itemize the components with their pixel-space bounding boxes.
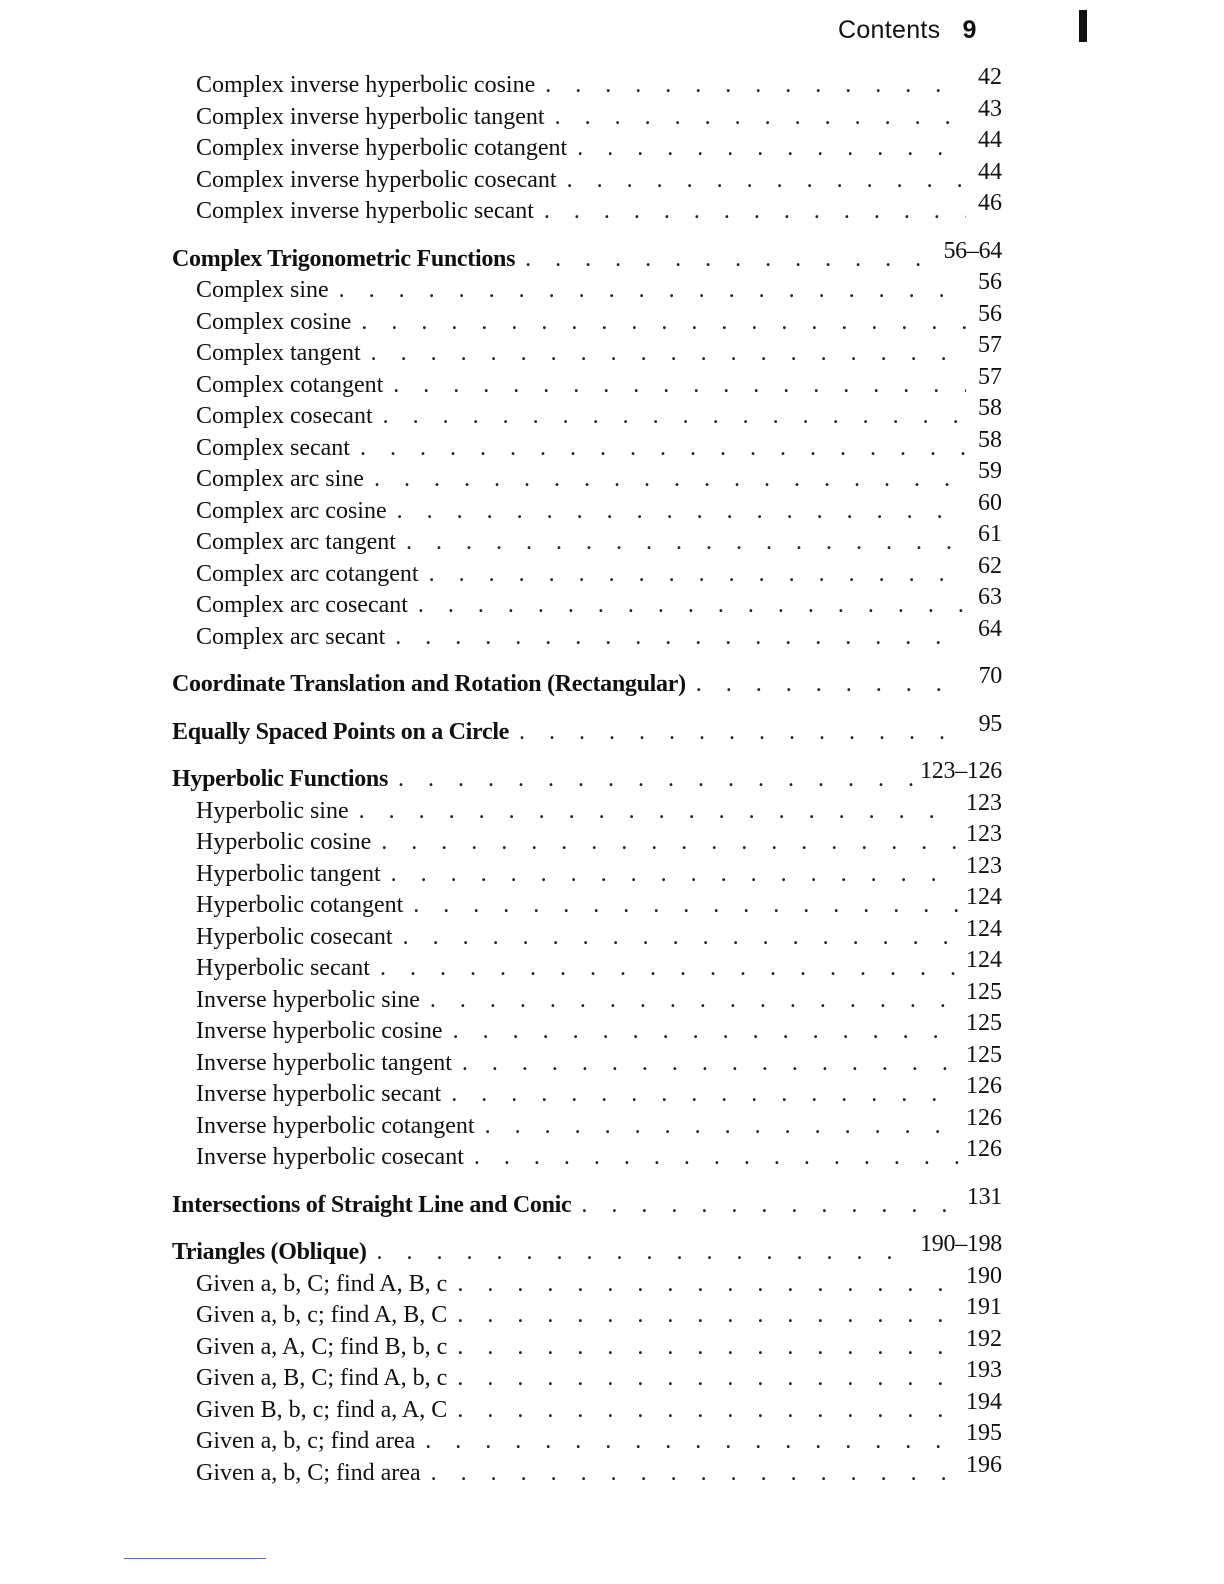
toc-entry-page: 125 bbox=[966, 978, 1002, 1005]
toc-entry-page: 194 bbox=[966, 1388, 1002, 1415]
toc-entry-page: 123 bbox=[966, 821, 1002, 847]
toc-entry-label: Complex sine bbox=[196, 277, 329, 303]
toc-section-heading[interactable] bbox=[172, 237, 1002, 276]
running-head-page-number: 9 bbox=[962, 16, 977, 44]
toc-entry[interactable] bbox=[172, 332, 1002, 370]
toc-section-heading[interactable] bbox=[172, 1183, 1002, 1222]
dot-leader bbox=[457, 1269, 960, 1301]
dot-leader bbox=[413, 890, 960, 922]
toc-entry-page: 125 bbox=[966, 1041, 1002, 1068]
toc-entry-page: 70 bbox=[978, 663, 1002, 689]
toc-entry-label: Coordinate Translation and Rotation (Rectangular) bbox=[172, 671, 686, 697]
toc-entry-page: 126 bbox=[966, 1104, 1002, 1131]
dot-leader bbox=[462, 1048, 960, 1080]
toc-entry-label: Equally Spaced Points on a Circle bbox=[172, 718, 510, 745]
toc-entry-label: Given a, b, c; find area bbox=[196, 1428, 416, 1454]
toc-entry-label: Complex cosine bbox=[196, 308, 352, 335]
toc-section-heading[interactable] bbox=[172, 663, 1002, 701]
dot-leader bbox=[577, 133, 966, 165]
dot-leader bbox=[381, 827, 960, 859]
toc-entry-page: 123–126 bbox=[920, 758, 1002, 784]
toc-entry-page: 57 bbox=[978, 363, 1002, 390]
toc-entry-label: Complex arc tangent bbox=[196, 529, 396, 555]
dot-leader bbox=[361, 307, 966, 339]
toc-entry[interactable] bbox=[172, 1104, 1002, 1143]
dot-leader bbox=[567, 165, 966, 197]
dot-leader bbox=[429, 559, 966, 591]
dot-leader bbox=[359, 796, 960, 828]
toc-entry-label: Given a, b, C; find A, B, c bbox=[196, 1270, 448, 1297]
dot-leader bbox=[519, 717, 966, 749]
dot-leader bbox=[544, 196, 966, 228]
dot-leader bbox=[425, 1426, 960, 1458]
toc-entry-page: 56 bbox=[978, 300, 1002, 327]
dot-leader bbox=[371, 338, 966, 370]
toc-entry[interactable] bbox=[172, 269, 1002, 307]
toc-entry-label: Complex inverse hyperbolic cosine bbox=[196, 72, 536, 98]
toc-entry[interactable] bbox=[172, 1420, 1002, 1458]
toc-entry-page: 44 bbox=[978, 127, 1002, 153]
toc-entry-page: 123 bbox=[966, 789, 1002, 816]
toc-entry-page: 131 bbox=[966, 1183, 1002, 1210]
toc-section-heading[interactable] bbox=[172, 1231, 1002, 1269]
toc-entry-label: Hyperbolic tangent bbox=[196, 860, 381, 887]
toc-entry-label: Complex inverse hyperbolic cotangent bbox=[196, 135, 568, 161]
toc-entry[interactable] bbox=[172, 190, 1002, 228]
toc-entry-page: 126 bbox=[966, 1136, 1002, 1162]
toc-entry-page: 124 bbox=[966, 884, 1002, 910]
toc-entry[interactable] bbox=[172, 1294, 1002, 1332]
dot-leader bbox=[377, 1237, 915, 1269]
toc-entry[interactable] bbox=[172, 458, 1002, 496]
toc-entry-label: Intersections of Straight Line and Conic bbox=[172, 1191, 572, 1218]
dot-leader bbox=[525, 244, 937, 276]
toc-entry-page: 124 bbox=[966, 947, 1002, 973]
toc-entry[interactable] bbox=[172, 1262, 1002, 1301]
toc-entry-page: 43 bbox=[978, 95, 1002, 122]
toc-entry-page: 126 bbox=[966, 1073, 1002, 1099]
toc-entry-page: 58 bbox=[978, 395, 1002, 421]
toc-entry[interactable] bbox=[172, 64, 1002, 102]
toc-entry-page: 95 bbox=[978, 710, 1002, 737]
toc-entry[interactable] bbox=[172, 158, 1002, 197]
dot-leader bbox=[457, 1395, 960, 1427]
toc-entry-label: Inverse hyperbolic secant bbox=[196, 1081, 442, 1107]
toc-entry[interactable] bbox=[172, 584, 1002, 622]
dot-leader bbox=[485, 1111, 960, 1143]
edge-mark bbox=[1079, 10, 1087, 42]
toc-entry-page: 61 bbox=[978, 521, 1002, 547]
dot-leader bbox=[555, 102, 966, 134]
dot-leader bbox=[696, 669, 966, 701]
toc-entry[interactable] bbox=[172, 1388, 1002, 1427]
toc-entry-label: Hyperbolic cosecant bbox=[196, 923, 393, 950]
toc-entry-label: Given a, b, c; find A, B, C bbox=[196, 1302, 448, 1328]
toc-entry[interactable] bbox=[172, 1010, 1002, 1048]
toc-entry-label: Given a, A, C; find B, b, c bbox=[196, 1333, 448, 1360]
toc-entry-label: Complex cosecant bbox=[196, 403, 373, 429]
dot-leader bbox=[403, 922, 960, 954]
toc-entry-page: 58 bbox=[978, 426, 1002, 453]
toc-entry-label: Complex cotangent bbox=[196, 371, 384, 398]
dot-leader bbox=[395, 622, 966, 654]
toc-entry[interactable] bbox=[172, 300, 1002, 339]
dot-leader bbox=[545, 70, 966, 102]
dot-leader bbox=[374, 464, 966, 496]
toc-entry-label: Hyperbolic cotangent bbox=[196, 892, 404, 918]
dot-leader bbox=[393, 370, 966, 402]
toc-entry[interactable] bbox=[172, 978, 1002, 1017]
toc-entry-page: 64 bbox=[978, 615, 1002, 642]
toc-entry-label: Hyperbolic sine bbox=[196, 797, 349, 824]
dot-leader bbox=[360, 433, 966, 465]
toc-entry-page: 123 bbox=[966, 852, 1002, 879]
toc-entry-page: 56 bbox=[978, 269, 1002, 295]
toc-entry-label: Given a, b, C; find area bbox=[196, 1459, 421, 1486]
toc-entry-page: 193 bbox=[966, 1357, 1002, 1383]
toc-entry-label: Inverse hyperbolic cosecant bbox=[196, 1144, 464, 1170]
toc-entry[interactable] bbox=[172, 95, 1002, 134]
toc-entry-label: Complex arc cosine bbox=[196, 497, 387, 524]
toc-section-heading[interactable] bbox=[172, 710, 1002, 749]
toc-entry[interactable] bbox=[172, 521, 1002, 559]
dot-leader bbox=[431, 1458, 960, 1490]
dot-leader bbox=[451, 1079, 960, 1111]
toc-entry-page: 196 bbox=[966, 1451, 1002, 1478]
dot-leader bbox=[406, 527, 966, 559]
toc-entry[interactable] bbox=[172, 1357, 1002, 1395]
dot-leader bbox=[383, 401, 966, 433]
dot-leader bbox=[418, 590, 966, 622]
dot-leader bbox=[397, 496, 966, 528]
toc-entry[interactable] bbox=[172, 1073, 1002, 1111]
toc-entry[interactable] bbox=[172, 552, 1002, 591]
toc-entry-page: 42 bbox=[978, 64, 1002, 90]
toc-entry-label: Complex arc sine bbox=[196, 466, 364, 492]
toc-entry-label: Complex arc secant bbox=[196, 623, 386, 650]
toc-entry-label: Given a, B, C; find A, b, c bbox=[196, 1365, 448, 1391]
toc-section-heading[interactable] bbox=[172, 758, 1002, 796]
dot-leader bbox=[391, 859, 960, 891]
toc-entry-page: 59 bbox=[978, 458, 1002, 484]
toc-entry-page: 62 bbox=[978, 552, 1002, 579]
toc-entry[interactable] bbox=[172, 127, 1002, 165]
toc-entry-label: Complex inverse hyperbolic cosecant bbox=[196, 166, 557, 193]
toc-entry[interactable] bbox=[172, 1041, 1002, 1080]
toc-entry[interactable] bbox=[172, 947, 1002, 985]
toc-entry-label: Complex inverse hyperbolic secant bbox=[196, 198, 534, 224]
dot-leader bbox=[457, 1300, 960, 1332]
toc-entry-label: Complex Trigonometric Functions bbox=[172, 245, 516, 272]
toc-entry[interactable] bbox=[172, 1325, 1002, 1364]
toc-entry-label: Hyperbolic Functions bbox=[172, 766, 389, 792]
toc-entry[interactable] bbox=[172, 852, 1002, 891]
toc-entry-page: 125 bbox=[966, 1010, 1002, 1036]
toc-entry-label: Inverse hyperbolic cotangent bbox=[196, 1112, 475, 1139]
toc-entry-label: Complex secant bbox=[196, 434, 350, 461]
footer-rule bbox=[124, 1558, 266, 1559]
dot-leader bbox=[457, 1332, 960, 1364]
toc-entry-label: Complex inverse hyperbolic tangent bbox=[196, 103, 545, 130]
toc-entry-label: Hyperbolic secant bbox=[196, 955, 370, 981]
toc-entry-page: 44 bbox=[978, 158, 1002, 185]
toc-entry-page: 124 bbox=[966, 915, 1002, 942]
toc-entry-label: Hyperbolic cosine bbox=[196, 829, 372, 855]
toc-entry-page: 195 bbox=[966, 1420, 1002, 1446]
table-of-contents bbox=[172, 64, 1002, 1489]
toc-entry[interactable] bbox=[172, 426, 1002, 465]
toc-entry-page: 191 bbox=[966, 1294, 1002, 1320]
toc-entry-page: 46 bbox=[978, 190, 1002, 216]
toc-entry[interactable] bbox=[172, 1136, 1002, 1174]
toc-entry-label: Triangles (Oblique) bbox=[172, 1239, 367, 1265]
toc-entry[interactable] bbox=[172, 395, 1002, 433]
toc-entry[interactable] bbox=[172, 884, 1002, 922]
toc-entry-page: 60 bbox=[978, 489, 1002, 516]
dot-leader bbox=[457, 1363, 960, 1395]
toc-entry[interactable] bbox=[172, 363, 1002, 402]
toc-entry-label: Inverse hyperbolic tangent bbox=[196, 1049, 452, 1076]
toc-entry-label: Given B, b, c; find a, A, C bbox=[196, 1396, 448, 1423]
dot-leader bbox=[339, 275, 966, 307]
toc-entry-page: 190–198 bbox=[920, 1231, 1002, 1257]
toc-entry[interactable] bbox=[172, 821, 1002, 859]
running-head-title: Contents bbox=[838, 16, 941, 44]
toc-entry-label: Complex arc cosecant bbox=[196, 592, 408, 618]
dot-leader bbox=[398, 764, 914, 796]
toc-entry-label: Complex tangent bbox=[196, 340, 361, 366]
toc-entry-page: 57 bbox=[978, 332, 1002, 358]
toc-entry[interactable] bbox=[172, 915, 1002, 954]
toc-entry-label: Inverse hyperbolic sine bbox=[196, 986, 420, 1013]
toc-entry[interactable] bbox=[172, 789, 1002, 828]
toc-entry[interactable] bbox=[172, 489, 1002, 528]
dot-leader bbox=[474, 1142, 960, 1174]
running-head bbox=[838, 16, 977, 45]
toc-entry[interactable] bbox=[172, 615, 1002, 654]
dot-leader bbox=[430, 985, 960, 1017]
toc-entry-page: 192 bbox=[966, 1325, 1002, 1352]
toc-entry-label: Inverse hyperbolic cosine bbox=[196, 1018, 443, 1044]
dot-leader bbox=[380, 953, 960, 985]
toc-entry-page: 190 bbox=[966, 1262, 1002, 1289]
toc-entry[interactable] bbox=[172, 1451, 1002, 1490]
toc-entry-page: 56–64 bbox=[943, 237, 1002, 264]
toc-entry-label: Complex arc cotangent bbox=[196, 560, 419, 587]
dot-leader bbox=[581, 1190, 961, 1222]
dot-leader bbox=[453, 1016, 960, 1048]
toc-entry-page: 63 bbox=[978, 584, 1002, 610]
